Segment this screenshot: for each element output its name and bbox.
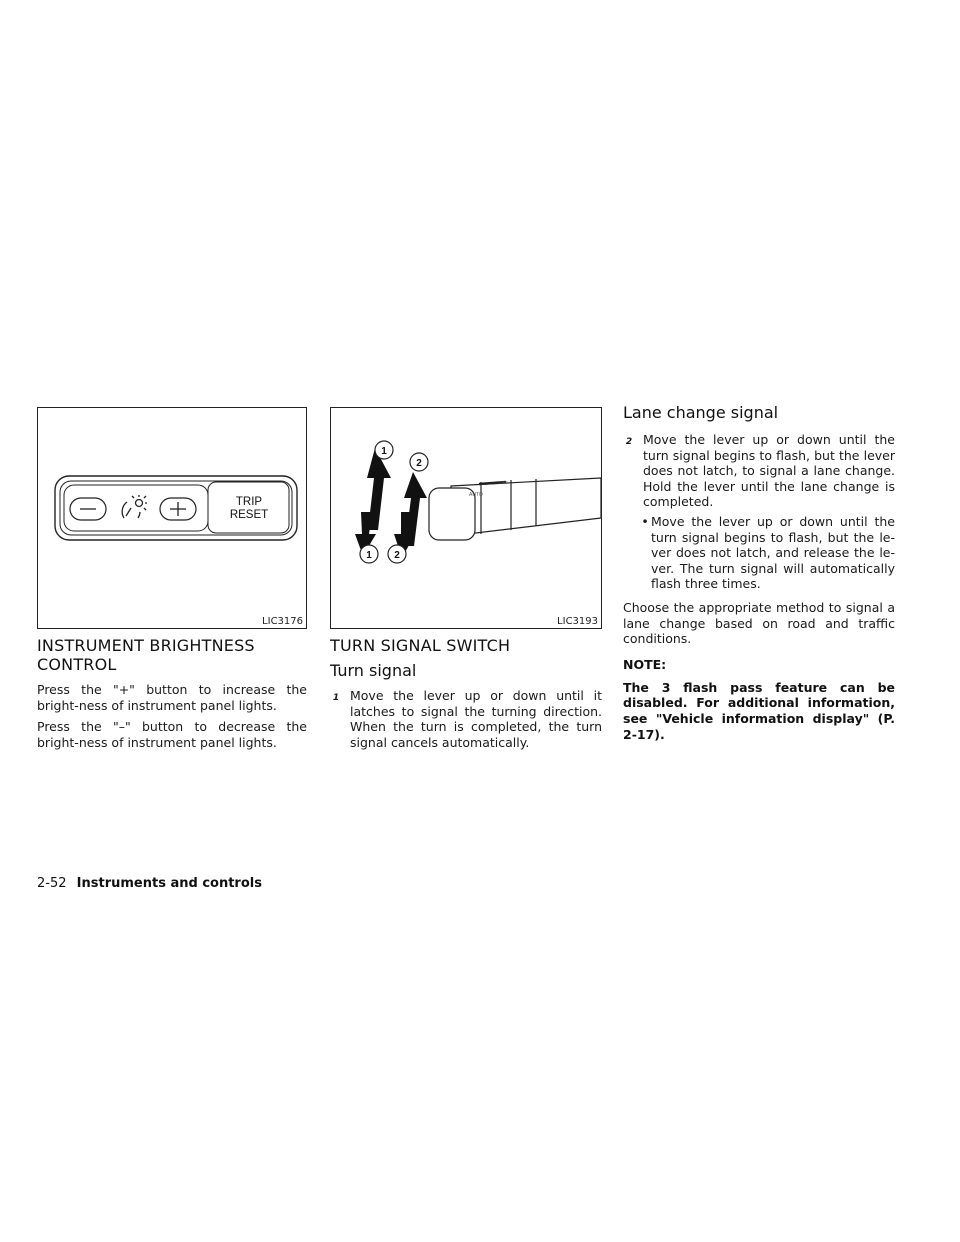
section-title: INSTRUMENT BRIGHTNESS CONTROL (37, 636, 255, 674)
svg-text:OFF: OFF (499, 480, 508, 485)
reset-label: RESET (229, 509, 269, 521)
step-number-icon: 1 (332, 693, 340, 703)
step-number-icon: 2 (625, 437, 633, 447)
figure-code: LIC3193 (557, 616, 598, 627)
svg-text:AUTO: AUTO (469, 492, 483, 498)
subsection-title: Turn signal (330, 661, 417, 680)
note-heading: NOTE: (623, 656, 667, 672)
brightness-control-illustration (38, 408, 306, 628)
paragraph: Press the "+" button to increase the bright-ness of instrument panel lights. (37, 682, 307, 713)
step-2 (623, 432, 895, 510)
figure-code: LIC3176 (262, 616, 303, 627)
section-instrument-brightness (37, 636, 307, 750)
turn-signal-illustration (331, 408, 601, 628)
bullet-item (623, 514, 895, 592)
turn-signal-figure (330, 407, 602, 629)
page-number: 2-52 (37, 876, 67, 891)
step-text: Move the lever up or down until the turn signal begins to flash, but the lever does not latch, to signal a lane change. Hold the lever until the lane change is completed. (643, 432, 895, 510)
brightness-control-figure (37, 407, 307, 629)
svg-text:1: 1 (366, 550, 372, 561)
note-body: The 3 flash pass feature can be disabled. For additional information, see "Vehicle information display" (P. 2-17). (623, 679, 895, 742)
svg-text:1: 1 (381, 446, 387, 457)
section-turn-signal (330, 636, 602, 750)
bullet-icon: • (641, 513, 649, 529)
svg-text:2: 2 (416, 458, 422, 469)
page-footer (37, 876, 262, 891)
section-lane-change (623, 403, 895, 742)
bullet-text: Move the lever up or down until the turn signal begins to flash, but the le-ver does not latch, and release the le-ver. The turn signal will automatically flash three times. (651, 513, 895, 592)
step-1 (330, 688, 602, 750)
section-title: TURN SIGNAL SWITCH (330, 636, 511, 655)
paragraph: Press the "–" button to decrease the bright-ness of instrument panel lights. (37, 719, 307, 750)
chapter-title: Instruments and controls (76, 876, 262, 891)
paragraph: Choose the appropriate method to signal a lane change based on road and traffic conditions. (623, 599, 895, 647)
svg-text:2: 2 (394, 550, 400, 561)
subsection-title: Lane change signal (623, 403, 779, 422)
trip-label: TRIP (235, 496, 263, 508)
step-text: Move the lever up or down until it latches to signal the turning direction. When the turn is completed, the turn signal cancels automatically. (350, 688, 602, 750)
